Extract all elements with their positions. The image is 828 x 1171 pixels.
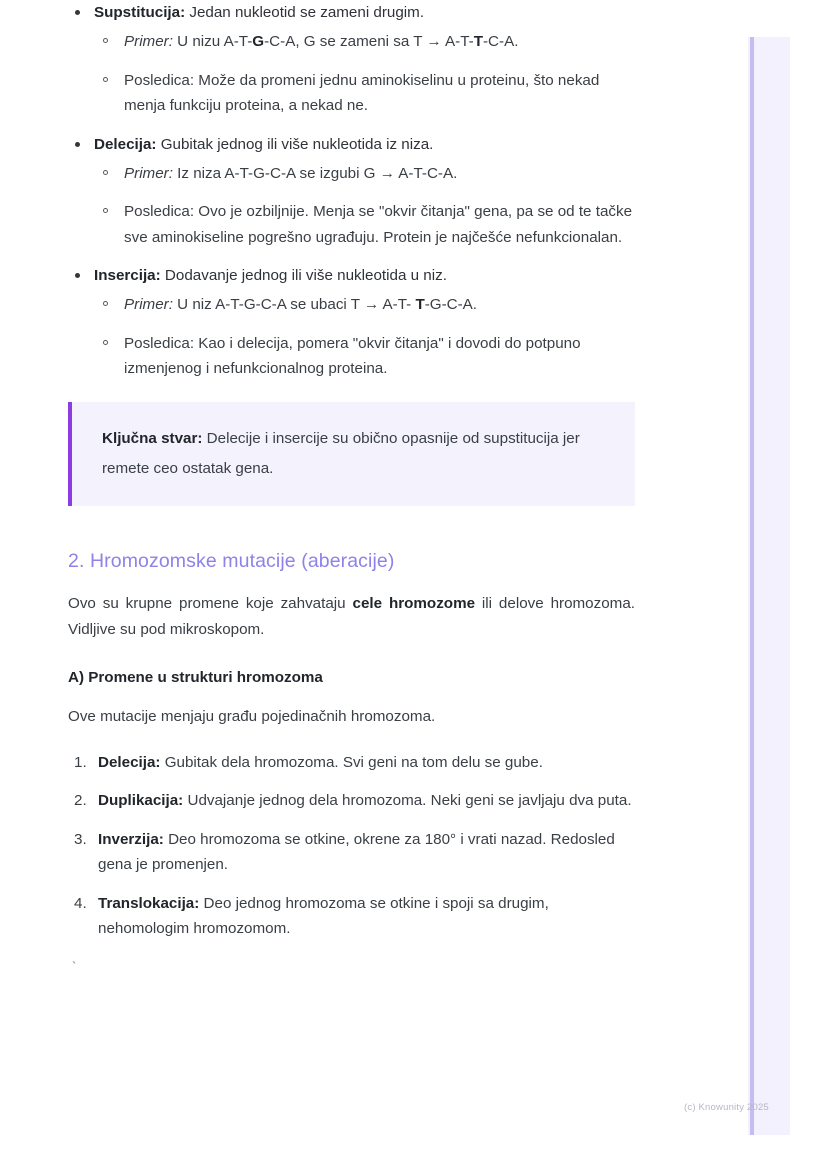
list-item <box>68 788 635 814</box>
bullet-circle-icon <box>103 38 108 43</box>
term-label: Inverzija: <box>98 830 164 848</box>
list-item <box>68 0 635 119</box>
bullet-circle-icon <box>103 301 108 306</box>
example-label: Primer: <box>124 296 173 313</box>
side-decoration-edge-line <box>750 37 754 1135</box>
term-description: Dodavanje jednog ili više nukleotida u niz. <box>160 267 447 284</box>
list-item <box>94 68 635 119</box>
bullet-circle-icon <box>103 208 108 213</box>
example-label: Primer: <box>124 33 173 50</box>
term-description: Deo jednog hromozoma se otkine i spoji sa drugim, nehomologim hromozomom. <box>98 894 549 937</box>
example-text-d: T <box>473 33 483 50</box>
term-label: Supstitucija: <box>94 4 186 21</box>
list-item <box>94 331 635 382</box>
example-text-b: G <box>252 33 265 50</box>
copyright-footer: (c) Knowunity 2025 <box>684 1102 769 1113</box>
term-description: Gubitak jednog ili više nukleotida iz niza. <box>156 135 434 153</box>
bullet-circle-icon <box>103 340 108 345</box>
intro-text-after: ili delove hromozoma. Vidljive su pod mikroskopom. <box>68 594 635 638</box>
bullet-disc-icon <box>75 273 80 278</box>
section-heading: 2. Hromozomske mutacije (aberacije) <box>68 549 395 572</box>
example-label: Primer: <box>124 164 173 182</box>
bullet-disc-icon <box>75 10 80 15</box>
chromosome-structure-list <box>68 750 635 942</box>
intro-text-before: Ovo su krupne promene koje zahvataju <box>68 594 353 612</box>
sub-list <box>94 292 635 382</box>
bullet-circle-icon <box>103 77 108 82</box>
consequence-text: Posledica: Može da promeni jednu aminokiselinu u proteinu, što nekad menja funkciju proteina, a nekad ne. <box>124 71 600 114</box>
list-item <box>94 199 635 250</box>
term-label: Delecija: <box>98 753 161 771</box>
document-content <box>68 0 635 974</box>
bullet-disc-icon <box>75 142 80 147</box>
term-label: Delecija: <box>94 135 157 153</box>
term-description: Gubitak dela hromozoma. Svi geni na tom delu se gube. <box>160 753 543 771</box>
sub-list <box>94 161 635 251</box>
term-description: Udvajanje jednog dela hromozoma. Neki geni se javljaju dva puta. <box>183 792 632 809</box>
consequence-text: Posledica: Ovo je ozbiljnije. Menja se "okvir čitanja" gena, pa se od te tačke sve aminokiseline pogrešno ugrađuju. Protein je najčešće nefunkcionalan. <box>124 203 633 246</box>
list-item <box>68 132 635 251</box>
example-text-c: -C-A, G se zameni sa T → A-T- <box>264 33 474 50</box>
subsection-intro-paragraph: Ove mutacije menjaju građu pojedinačnih hromozoma. <box>68 707 436 725</box>
example-text-e: -C-A. <box>482 33 519 50</box>
intro-text-bold: cele hromozome <box>352 594 476 612</box>
list-item <box>94 292 635 318</box>
list-item <box>94 161 635 187</box>
gene-mutation-list <box>68 0 635 382</box>
callout-text: Delecije i insercije su obično opasnije od supstitucija jer remete ceo ostatak gena. <box>102 429 580 477</box>
bullet-circle-icon <box>103 170 108 175</box>
example-text-a: U niz A-T-G-C-A se ubaci T → A-T- <box>172 296 416 313</box>
list-item <box>94 29 635 55</box>
list-item <box>68 891 635 942</box>
example-text-c: -G-C-A. <box>424 296 478 313</box>
callout-term: Ključna stvar: <box>102 429 203 447</box>
side-decoration-panel <box>748 37 790 1135</box>
sub-list <box>94 29 635 119</box>
term-label: Translokacija: <box>98 894 200 912</box>
example-text-b: T <box>415 296 425 313</box>
list-item <box>68 263 635 382</box>
term-label: Duplikacija: <box>98 792 184 809</box>
term-label: Insercija: <box>94 267 161 284</box>
example-text-a: U nizu A-T- <box>172 33 253 50</box>
stray-backtick-mark: ` <box>72 958 77 974</box>
subsection-heading: A) Promene u strukturi hromozoma <box>68 668 323 686</box>
list-item <box>68 827 635 878</box>
list-item <box>68 750 635 776</box>
key-takeaway-callout <box>68 402 635 506</box>
term-description: Deo hromozoma se otkine, okrene za 180° i vrati nazad. Redosled gena je promenjen. <box>98 830 615 873</box>
consequence-text: Posledica: Kao i delecija, pomera "okvir čitanja" i dovodi do potpuno izmenjenog i nefunkcionalnog proteina. <box>124 334 581 377</box>
section-intro-paragraph <box>68 591 635 643</box>
callout-paragraph <box>102 424 609 484</box>
term-description: Jedan nukleotid se zameni drugim. <box>185 4 425 21</box>
example-text-a: Iz niza A-T-G-C-A se izgubi G → A-T-C-A. <box>172 164 458 182</box>
